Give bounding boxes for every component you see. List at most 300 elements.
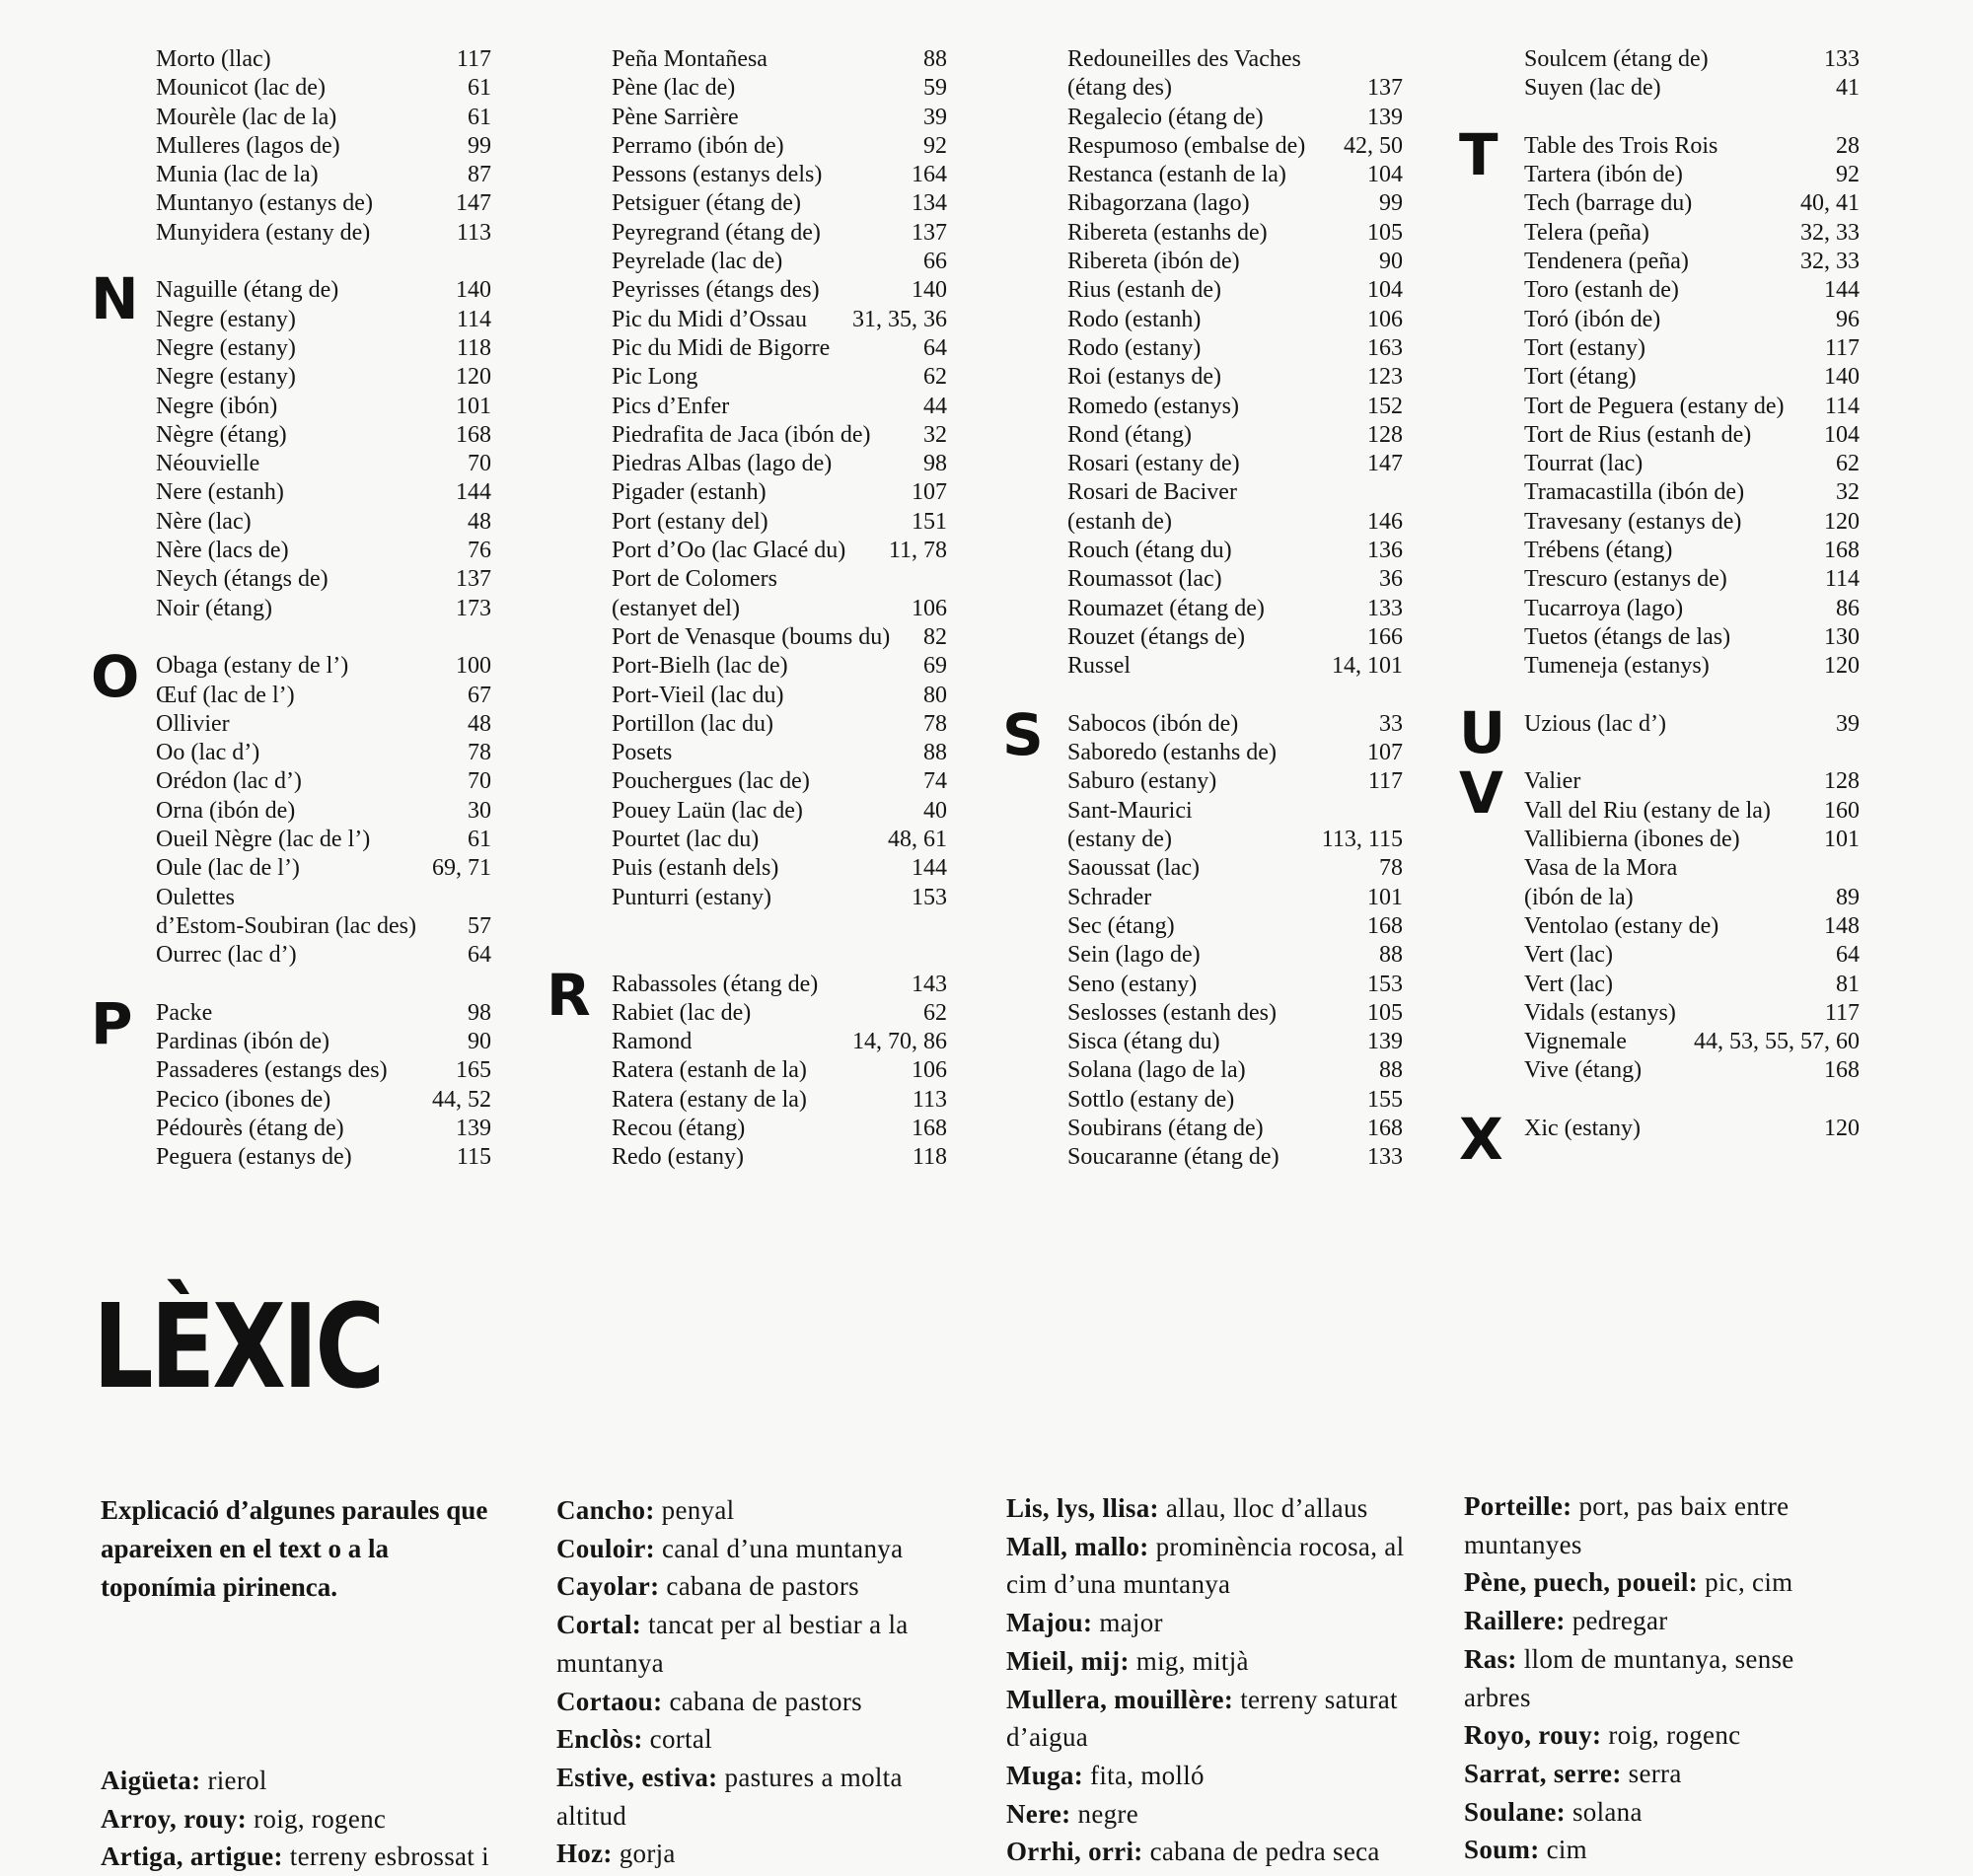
index-entry [1067, 161, 1403, 189]
entry-pages: 36 [1379, 566, 1403, 593]
index-entry [1524, 912, 1860, 941]
lexic-term: Pène, puech, poueil: [1464, 1567, 1699, 1598]
entry-pages: 61 [468, 827, 491, 853]
group-spacer [156, 248, 491, 276]
lexic-entry [1464, 1487, 1819, 1563]
lexic-definition: serra [1621, 1758, 1682, 1788]
entry-pages: 81 [1836, 971, 1860, 997]
entry-pages: 113 [912, 1086, 947, 1113]
index-entry [1067, 1143, 1403, 1172]
entry-name: Pène (lac de) [612, 75, 736, 102]
entry-name: Tucarroya (lago) [1524, 595, 1684, 621]
entry-pages: 168 [1824, 538, 1860, 564]
index-entry [156, 1086, 491, 1115]
entry-pages: 104 [1824, 421, 1860, 448]
entry-name: Soubirans (étang de) [1067, 1115, 1264, 1141]
index-entry [1524, 189, 1860, 218]
entry-pages: 147 [456, 190, 491, 217]
entry-pages: 74 [923, 768, 947, 795]
entry-name: Tort de Rius (estanh de) [1524, 421, 1752, 448]
lexic-term: Hoz: [556, 1839, 613, 1869]
index-entry [1524, 508, 1860, 537]
lexic-definition: allau, lloc d’allaus [1158, 1493, 1368, 1523]
entry-pages: 165 [456, 1057, 491, 1084]
entry-pages: 104 [1367, 277, 1403, 304]
entry-pages: 32 [1836, 479, 1860, 506]
entry-name: Nere (estanh) [156, 479, 284, 506]
index-entry [1524, 623, 1860, 652]
entry-pages: 139 [1367, 104, 1403, 130]
index-entry [1524, 478, 1860, 507]
entry-pages: 107 [1367, 740, 1403, 766]
index-entry [612, 739, 947, 767]
index-entry [612, 682, 947, 710]
entry-pages: 152 [1367, 393, 1403, 419]
lexic-entry [1006, 1681, 1421, 1757]
index-entry [612, 767, 947, 796]
index-entry [1524, 884, 1860, 912]
entry-pages: 32 [923, 421, 947, 448]
entry-pages: 133 [1824, 46, 1860, 72]
index-entry [612, 421, 947, 450]
lexic-definition: major [1092, 1608, 1163, 1638]
entry-name: Pigader (estanh) [612, 479, 767, 506]
entry-name: (estany de) [1067, 827, 1172, 853]
entry-pages: 42, 50 [1344, 132, 1403, 159]
entry-name: Pics d’Enfer [612, 393, 730, 419]
index-entry [1524, 1056, 1860, 1085]
index-entry [156, 132, 491, 161]
entry-name: Regalecio (étang de) [1067, 104, 1264, 130]
entry-pages: 64 [1836, 942, 1860, 969]
entry-pages: 31, 35, 36 [852, 306, 947, 332]
entry-pages: 160 [1824, 797, 1860, 824]
index-entry [1067, 710, 1403, 739]
lexic-entry [556, 1759, 951, 1835]
lexic-entry [1006, 1757, 1421, 1795]
lexic-definition: solana [1565, 1796, 1643, 1827]
entry-name: Solana (lago de la) [1067, 1057, 1246, 1084]
entry-pages: 137 [456, 566, 491, 593]
entry-pages [481, 884, 491, 912]
index-entry [612, 884, 947, 912]
index-entry [156, 652, 491, 681]
entry-name: Rabiet (lac de) [612, 999, 752, 1026]
lexic-term: Enclòs: [556, 1724, 643, 1755]
index-entry [612, 652, 947, 681]
entry-pages: 155 [1367, 1086, 1403, 1113]
entry-pages: 101 [1824, 827, 1860, 853]
entry-pages: 62 [1836, 451, 1860, 477]
lexic-term: Cancho: [556, 1495, 655, 1525]
lexic-definition: mig, mitjà [1129, 1645, 1249, 1676]
index-entry [1067, 1056, 1403, 1085]
index-entry [1067, 306, 1403, 334]
lexic-entry [1464, 1602, 1819, 1640]
index-entry [1524, 276, 1860, 305]
index-entry [612, 478, 947, 507]
entry-name: Nère (lac) [156, 508, 252, 535]
index-letter-x: X [1459, 1106, 1503, 1174]
entry-name: Nère (lacs de) [156, 538, 289, 564]
index-entry [612, 508, 947, 537]
entry-name: Ribereta (ibón de) [1067, 249, 1240, 275]
entry-pages: 117 [456, 46, 491, 72]
entry-name: Munia (lac de la) [156, 162, 319, 188]
entry-pages: 88 [923, 46, 947, 72]
entry-name: Piedrafita de Jaca (ibón de) [612, 421, 871, 448]
entry-pages: 99 [1379, 190, 1403, 217]
lexic-term: Porteille: [1464, 1491, 1572, 1521]
index-entry [1067, 826, 1403, 854]
entry-pages: 115 [456, 1144, 491, 1171]
index-entry [1067, 797, 1403, 826]
entry-pages [1393, 45, 1403, 74]
entry-pages: 144 [912, 855, 947, 882]
entry-pages: 44, 52 [432, 1086, 491, 1113]
entry-name: Tramacastilla (ibón de) [1524, 479, 1745, 506]
entry-pages: 78 [1379, 855, 1403, 882]
entry-name: Vasa de la Mora [1524, 855, 1678, 882]
index-entry [612, 595, 947, 623]
index-entry [1067, 739, 1403, 767]
index-entry [1067, 884, 1403, 912]
index-entry [156, 421, 491, 450]
lexic-term: Orrhi, orri: [1006, 1837, 1143, 1867]
entry-pages: 134 [912, 190, 947, 217]
entry-name: Peguera (estanys de) [156, 1144, 352, 1171]
lexic-term: Aigüeta: [101, 1766, 201, 1795]
lexic-term: Soum: [1464, 1835, 1540, 1865]
entry-name: Rond (étang) [1067, 421, 1192, 448]
entry-pages: 105 [1367, 219, 1403, 246]
lexic-definition: pic, cim [1698, 1567, 1793, 1598]
entry-name: Peña Montañesa [612, 46, 767, 72]
index-entry [612, 74, 947, 103]
index-entry [1524, 537, 1860, 565]
entry-pages: 153 [1367, 971, 1403, 997]
lexic-definition: cabana de pastors [659, 1571, 859, 1602]
entry-pages: 168 [1367, 912, 1403, 939]
entry-pages: 120 [1824, 653, 1860, 680]
index-entry [612, 623, 947, 652]
entry-name: Soulcem (étang de) [1524, 46, 1709, 72]
entry-name: Peyregrand (étang de) [612, 219, 821, 246]
entry-pages: 114 [1824, 566, 1860, 593]
lexic-definition: pedregar [1565, 1606, 1668, 1636]
lexic-column-1 [101, 1762, 495, 1876]
lexic-entry [556, 1530, 951, 1568]
entry-pages: 104 [1367, 162, 1403, 188]
lexic-entry [101, 1800, 495, 1839]
index-entry [1067, 104, 1403, 132]
lexic-entry [1464, 1755, 1819, 1793]
entry-name: d’Estom-Soubiran (lac des) [156, 912, 416, 939]
entry-pages: 168 [912, 1115, 947, 1141]
index-entry [1067, 45, 1403, 74]
index-entry [612, 1028, 947, 1056]
index-entry [156, 565, 491, 594]
entry-name: Tech (barrage du) [1524, 190, 1693, 217]
group-spacer [1524, 682, 1860, 710]
lexic-definition: canal d’una muntanya [654, 1533, 904, 1563]
index-entry [1067, 248, 1403, 276]
entry-pages: 123 [1367, 364, 1403, 391]
lexic-definition: fita, molló [1083, 1760, 1205, 1790]
entry-name: Oule (lac de l’) [156, 855, 300, 882]
entry-pages: 120 [1824, 1115, 1860, 1141]
entry-pages: 137 [1367, 75, 1403, 102]
index-entry [612, 565, 947, 594]
entry-name: Roumazet (étang de) [1067, 595, 1265, 621]
index-entry [156, 1028, 491, 1056]
lexic-term: Sarrat, serre: [1464, 1758, 1622, 1788]
lexic-term: Mall, mallo: [1006, 1531, 1149, 1561]
index-entry [1067, 537, 1403, 565]
lexic-term: Artiga, artigue: [101, 1841, 283, 1872]
lexic-definition: penyal [654, 1495, 735, 1525]
entry-name: Restanca (estanh de la) [1067, 162, 1286, 188]
index-entry [1067, 74, 1403, 103]
lexic-entry [1006, 1604, 1421, 1642]
entry-pages: 78 [923, 710, 947, 737]
entry-pages: 130 [1824, 623, 1860, 650]
index-entry [156, 189, 491, 218]
entry-name: Negre (estany) [156, 306, 296, 332]
index-entry [612, 797, 947, 826]
entry-name: Redo (estany) [612, 1144, 744, 1171]
entry-pages: 61 [468, 75, 491, 102]
entry-name: Packe [156, 999, 213, 1026]
entry-pages: 144 [1824, 277, 1860, 304]
entry-pages: 14, 70, 86 [852, 1029, 947, 1055]
index-entry [1524, 1028, 1860, 1056]
entry-pages: 33 [1379, 710, 1403, 737]
index-entry [1067, 508, 1403, 537]
index-entry [612, 189, 947, 218]
entry-pages: 88 [923, 740, 947, 766]
index-entry [1067, 450, 1403, 478]
lexic-term: Mieil, mij: [1006, 1645, 1130, 1676]
index-entry [1524, 565, 1860, 594]
entry-pages: 98 [468, 999, 491, 1026]
entry-name: Tendenera (peña) [1524, 249, 1689, 275]
entry-name: Oo (lac d’) [156, 740, 260, 766]
lexic-definition: prominència rocosa, al cim d’una muntanya [1006, 1531, 1405, 1600]
index-entry [612, 248, 947, 276]
entry-name: Ollivier [156, 710, 230, 737]
lexic-definition: tancat per al bestiar a la muntanya [556, 1610, 909, 1678]
lexic-intro: Explicació d’algunes paraules que apareixen en el text o a la toponímia pirinenca. [101, 1495, 488, 1602]
entry-name: Tort (estany) [1524, 334, 1645, 361]
entry-name: Rouzet (étangs de) [1067, 623, 1245, 650]
entry-name: Port de Venasque (boums du) [612, 623, 891, 650]
entry-name: Tuetos (étangs de las) [1524, 623, 1731, 650]
index-entry [156, 1056, 491, 1085]
index-column-4 [1524, 45, 1860, 1143]
entry-name: Xic (estany) [1524, 1115, 1641, 1141]
index-entry [1067, 1028, 1403, 1056]
entry-name: Orédon (lac d’) [156, 768, 302, 795]
entry-pages: 64 [923, 334, 947, 361]
index-entry [156, 45, 491, 74]
lexic-entry [1006, 1833, 1421, 1871]
index-entry [612, 710, 947, 739]
entry-pages: 32, 33 [1800, 249, 1860, 275]
index-entry [156, 826, 491, 854]
entry-pages: 147 [1367, 451, 1403, 477]
index-entry [156, 1115, 491, 1143]
index-entry [612, 219, 947, 248]
group-spacer [1524, 104, 1860, 132]
entry-name: Vive (étang) [1524, 1057, 1643, 1084]
entry-name: Roi (estanys de) [1067, 364, 1221, 391]
entry-pages: 118 [912, 1144, 947, 1171]
index-entry [612, 132, 947, 161]
lexic-term: Lis, lys, llisa: [1006, 1493, 1159, 1523]
entry-pages: 144 [456, 479, 491, 506]
entry-name: Mounicot (lac de) [156, 75, 326, 102]
index-letter-p: P [91, 989, 133, 1057]
entry-pages: 80 [923, 682, 947, 708]
entry-pages: 168 [456, 421, 491, 448]
entry-name: Puis (estanh dels) [612, 855, 779, 882]
index-entry [1067, 1115, 1403, 1143]
index-entry [612, 45, 947, 74]
entry-pages: 166 [1367, 623, 1403, 650]
entry-pages: 173 [456, 595, 491, 621]
index-entry [1067, 767, 1403, 796]
entry-name: Pic du Midi de Bigorre [612, 334, 831, 361]
index-entry [1524, 854, 1860, 883]
entry-name: Rouch (étang du) [1067, 538, 1232, 564]
entry-pages: 117 [1367, 768, 1403, 795]
entry-name: Roumassot (lac) [1067, 566, 1222, 593]
entry-name: Trébens (étang) [1524, 538, 1673, 564]
lexic-definition: cabana de pedra seca [1142, 1837, 1380, 1867]
entry-pages: 163 [1367, 334, 1403, 361]
entry-name: Portillon (lac du) [612, 710, 773, 737]
entry-name: Muntanyo (estanys de) [156, 190, 373, 217]
entry-name: Vall del Riu (estany de la) [1524, 797, 1771, 824]
lexic-definition: rierol [200, 1766, 267, 1795]
index-entry [612, 450, 947, 478]
lexic-term: Estive, estiva: [556, 1762, 718, 1792]
index-entry [1067, 941, 1403, 970]
lexic-term: Soulane: [1464, 1796, 1566, 1827]
index-entry [1524, 248, 1860, 276]
entry-pages [1393, 797, 1403, 826]
index-entry [1067, 421, 1403, 450]
lexic-definition: roig, rogenc [247, 1803, 387, 1834]
index-letter-v: V [1459, 758, 1503, 827]
index-entry [1524, 971, 1860, 999]
index-entry [1524, 1115, 1860, 1143]
index-entry [1067, 393, 1403, 421]
entry-name: Rius (estanh de) [1067, 277, 1221, 304]
entry-name: Tumeneja (estanys) [1524, 653, 1710, 680]
index-entry [612, 1086, 947, 1115]
index-entry [156, 334, 491, 363]
entry-name: Oueil Nègre (lac de l’) [156, 827, 371, 853]
entry-pages: 105 [1367, 999, 1403, 1026]
index-entry [612, 276, 947, 305]
index-entry [1067, 999, 1403, 1028]
index-entry [612, 537, 947, 565]
entry-name: Petsiguer (étang de) [612, 190, 801, 217]
lexic-entry [556, 1835, 951, 1873]
index-entry [1067, 276, 1403, 305]
lexic-column-3 [1006, 1489, 1421, 1871]
index-column-3 [1067, 45, 1403, 1173]
entry-pages: 106 [1367, 306, 1403, 332]
entry-name: Pourtet (lac du) [612, 827, 760, 853]
entry-name: Vert (lac) [1524, 942, 1613, 969]
index-entry [156, 999, 491, 1028]
lexic-term: Royo, rouy: [1464, 1720, 1602, 1751]
entry-pages: 106 [912, 595, 947, 621]
entry-pages: 44, 53, 55, 57, 60 [1694, 1029, 1860, 1055]
entry-pages: 118 [456, 334, 491, 361]
entry-name: Posets [612, 740, 673, 766]
index-entry [1524, 132, 1860, 161]
entry-name: Negre (ibón) [156, 393, 278, 419]
entry-pages: 113, 115 [1321, 827, 1403, 853]
entry-pages: 32, 33 [1800, 219, 1860, 246]
entry-pages: 99 [468, 132, 491, 159]
entry-name: Port de Colomers [612, 566, 777, 593]
index-entry [612, 161, 947, 189]
index-entry [1524, 652, 1860, 681]
entry-name: Perramo (ibón de) [612, 132, 784, 159]
index-entry [156, 74, 491, 103]
entry-pages: 153 [912, 884, 947, 910]
entry-name: Mourèle (lac de la) [156, 104, 337, 130]
entry-pages: 143 [912, 971, 947, 997]
entry-pages: 69, 71 [432, 855, 491, 882]
entry-name: Naguille (étang de) [156, 277, 339, 304]
index-entry [1524, 161, 1860, 189]
entry-pages: 76 [468, 538, 491, 564]
index-entry [612, 104, 947, 132]
index-entry [1067, 334, 1403, 363]
index-entry [156, 537, 491, 565]
entry-pages: 114 [456, 306, 491, 332]
index-entry [612, 306, 947, 334]
index-entry [612, 854, 947, 883]
lexic-definition: llom de muntanya, sense arbres [1464, 1643, 1794, 1712]
lexic-definition: gorja [612, 1839, 676, 1869]
lexic-entry [556, 1491, 951, 1530]
entry-name: Ramond [612, 1029, 693, 1055]
lexic-term: Cortaou: [556, 1686, 663, 1716]
entry-pages: 62 [923, 999, 947, 1026]
lexic-entry [556, 1567, 951, 1606]
index-entry [1067, 189, 1403, 218]
group-spacer [156, 623, 491, 652]
index-entry [1524, 999, 1860, 1028]
entry-name: Seslosses (estanh des) [1067, 999, 1277, 1026]
index-entry [156, 363, 491, 392]
index-entry [156, 912, 491, 941]
entry-name: Vert (lac) [1524, 971, 1613, 997]
group-spacer [612, 941, 947, 970]
entry-name: (ibón de la) [1524, 884, 1634, 910]
entry-name: Tort de Peguera (estany de) [1524, 393, 1785, 419]
entry-name: Pardinas (ibón de) [156, 1029, 329, 1055]
entry-pages: 67 [468, 682, 491, 708]
entry-pages: 88 [1379, 1057, 1403, 1084]
